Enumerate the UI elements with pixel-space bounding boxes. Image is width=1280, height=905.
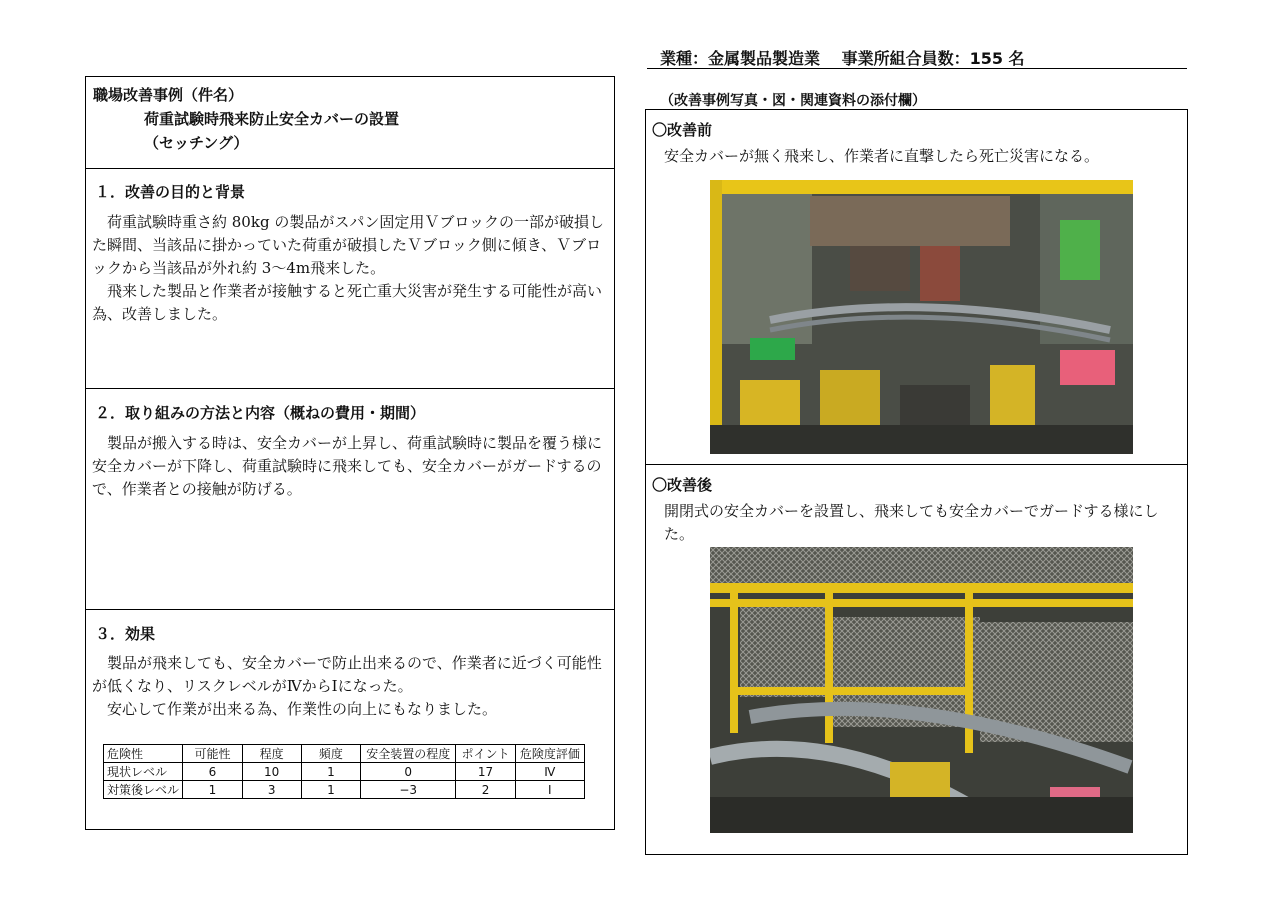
after-description: 開閉式の安全カバーを設置し、飛来しても安全カバーでガードする様にした。 xyxy=(664,502,1159,543)
risk-cell: 3 xyxy=(242,781,301,799)
risk-header-cell: 頻度 xyxy=(301,745,360,763)
before-photo xyxy=(710,180,1133,454)
section-effect xyxy=(85,609,615,830)
header-industry-info: 業種：金属製品製造業 事業所組合員数：155 名 xyxy=(660,49,1025,68)
risk-assessment-table xyxy=(103,744,585,799)
section-method-para1: 製品が搬入する時は、安全カバーが上昇し、荷重試験時に製品を覆う様に安全カバーが下降し、荷重試験時に飛来しても、安全カバーがガードするので、作業者との接触が防げる。 xyxy=(92,434,603,498)
case-title-box xyxy=(85,76,615,169)
after-title: 〇改善後 xyxy=(652,476,713,494)
before-machine-image xyxy=(710,180,1133,454)
section-method-body xyxy=(92,432,610,501)
case-title-line2: （セッチング） xyxy=(144,134,249,152)
section-method xyxy=(85,388,615,610)
risk-cell: 6 xyxy=(183,763,242,781)
section-method-title: ２．取り組みの方法と内容（概ねの費用・期間） xyxy=(95,404,426,422)
after-panel xyxy=(645,464,1188,855)
case-title-label: 職場改善事例（件名） xyxy=(93,86,244,104)
section-effect-para2: 安心して作業が出来る為、作業性の向上にもなりました。 xyxy=(107,700,498,718)
section-purpose xyxy=(85,168,615,389)
risk-table-header-row xyxy=(104,745,585,763)
risk-cell: −3 xyxy=(361,781,456,799)
table-row xyxy=(104,781,585,799)
before-description: 安全カバーが無く飛来し、作業者に直撃したら死亡災害になる。 xyxy=(664,147,1100,165)
section-purpose-para1: 荷重試験時重さ約 80kg の製品がスパン固定用Ｖブロックの一部が破損した瞬間、当該品に掛かっていた荷重が破損したＶブロック側に傾き、Ｖブロックから当該品が外れ約 3〜4m飛来した。 xyxy=(92,213,605,277)
risk-cell: 現状レベル xyxy=(104,763,183,781)
risk-header-cell: 可能性 xyxy=(183,745,242,763)
header-divider xyxy=(647,68,1187,69)
after-machine-image xyxy=(710,547,1133,833)
table-row xyxy=(104,763,585,781)
risk-header-cell: ポイント xyxy=(456,745,515,763)
section-effect-title: ３．効果 xyxy=(95,625,156,643)
risk-cell: 17 xyxy=(456,763,515,781)
section-purpose-title: １．改善の目的と背景 xyxy=(95,183,246,201)
risk-cell: 2 xyxy=(456,781,515,799)
risk-header-cell: 安全装置の程度 xyxy=(361,745,456,763)
risk-cell: Ⅳ xyxy=(515,763,584,781)
section-purpose-body xyxy=(92,211,610,326)
risk-cell: 対策後レベル xyxy=(104,781,183,799)
risk-header-cell: 危険度評価 xyxy=(515,745,584,763)
risk-cell: 10 xyxy=(242,763,301,781)
after-photo xyxy=(710,547,1133,833)
before-panel xyxy=(645,109,1188,465)
risk-cell: 1 xyxy=(183,781,242,799)
risk-cell: 1 xyxy=(301,763,360,781)
risk-header-cell: 程度 xyxy=(242,745,301,763)
risk-header-cell: 危険性 xyxy=(104,745,183,763)
section-effect-para1: 製品が飛来しても、安全カバーで防止出来るので、作業者に近づく可能性が低くなり、リスクレベルがⅣからⅠになった。 xyxy=(92,654,602,695)
section-effect-body xyxy=(92,652,610,721)
risk-cell: 0 xyxy=(361,763,456,781)
risk-cell: 1 xyxy=(301,781,360,799)
attachment-label: （改善事例写真・図・関連資料の添付欄） xyxy=(660,93,926,109)
risk-cell: Ⅰ xyxy=(515,781,584,799)
section-purpose-para2: 飛来した製品と作業者が接触すると死亡重大災害が発生する可能性が高い為、改善しました。 xyxy=(92,282,603,323)
case-title-line1: 荷重試験時飛来防止安全カバーの設置 xyxy=(144,110,400,128)
before-title: 〇改善前 xyxy=(652,121,713,139)
